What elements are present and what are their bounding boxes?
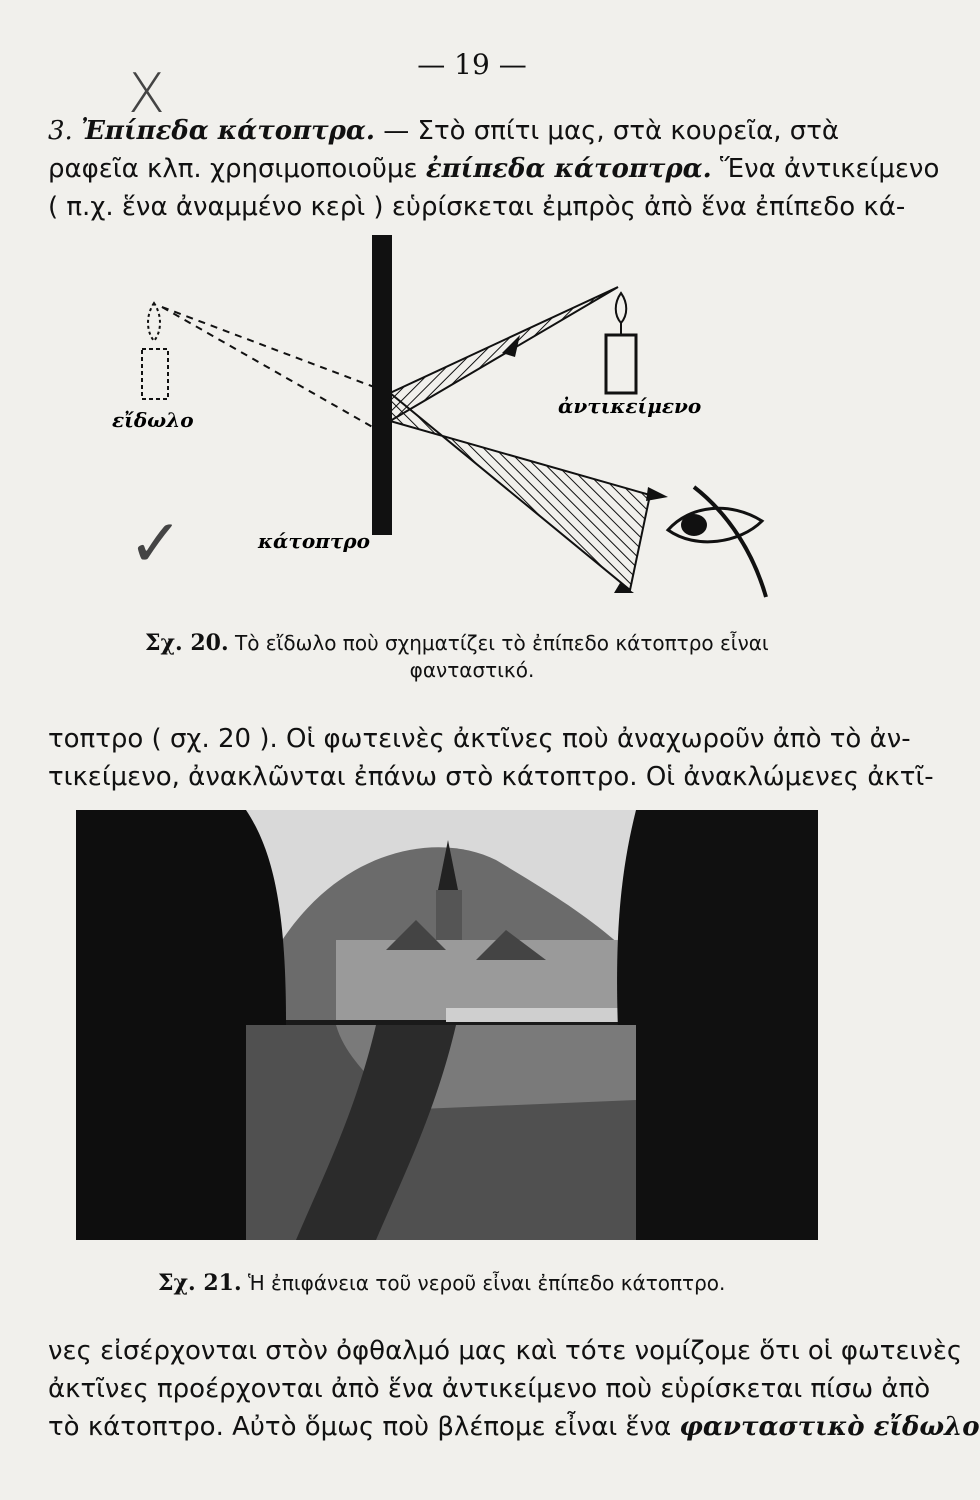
end-bold-term: φανταστικὸ εἴδωλο: [679, 1412, 980, 1442]
figure-21-caption: [158, 1270, 878, 1296]
label-image: εἴδωλο: [112, 408, 194, 432]
end-text-3: τὸ κάτοπτρο. Αὐτὸ ὅμως ποὺ βλέπομε εἶναι ἕνα: [48, 1412, 672, 1442]
mirror-bar: [372, 235, 392, 535]
end-line-1: νες εἰσέρχονται στὸν ὀφθαλμό μας καὶ τότε νομίζομε ὅτι οἱ φωτεινὲς: [48, 1336, 963, 1366]
figure-20-caption: [145, 630, 845, 656]
reflected-ray-beam: [390, 393, 650, 590]
handwritten-cross: X: [128, 62, 165, 125]
candle-flame: [616, 293, 627, 323]
intro-text-3: Ἕνα ἀντικείμενο: [719, 154, 940, 184]
right-trees: [617, 810, 818, 1240]
middle-line-2: τικείμενο, ἀνακλῶνται ἐπάνω στὸ κάτοπτρο. Οἱ ἀνακλώμενες ἀκτῖ-: [48, 762, 934, 792]
end-line-3: [48, 1408, 980, 1446]
end-paragraph: [48, 1332, 980, 1446]
section-title: Ἐπίπεδα κάτοπτρα.: [81, 116, 375, 146]
image-flame: [148, 303, 160, 341]
eye-pupil: [681, 514, 707, 536]
candle-body: [606, 335, 636, 393]
river-village-photo: [76, 810, 818, 1240]
intro-bold-term: ἐπίπεδα κάτοπτρα.: [425, 154, 712, 184]
figure-20-caption-cont: φανταστικό.: [409, 658, 535, 682]
intro-line-1: [48, 112, 898, 150]
intro-text-1: — Στὸ σπίτι μας, στὰ κουρεῖα, στὰ: [383, 116, 840, 146]
image-candle-body: [142, 349, 168, 399]
figure-20-diagram: [90, 225, 780, 625]
middle-line-1: τοπτρο ( σχ. 20 ). Οἱ φωτεινὲς ἀκτῖνες ποὺ ἀναχωροῦν ἀπὸ τὸ ἀν-: [48, 724, 911, 754]
virtual-ray-top: [162, 307, 390, 393]
intro-paragraph: [48, 112, 940, 226]
label-object: ἀντικείμενο: [558, 394, 702, 418]
figure-21-label: Σχ. 21.: [158, 1270, 242, 1296]
mirror-diagram: [90, 225, 780, 625]
reflected-arrow-top: [646, 487, 668, 501]
bridge: [446, 1008, 636, 1022]
handwritten-check: ✓: [128, 505, 184, 582]
intro-line-3: ( π.χ. ἕνα ἀναμμένο κερὶ ) εὑρίσκεται ἐμπρὸς ἀπὸ ἕνα ἐπίπεδο κά-: [48, 192, 906, 222]
figure-20-caption-line1: Τὸ εἴδωλο ποὺ σχηματίζει τὸ ἐπίπεδο κάτοπτρο εἶναι: [234, 631, 769, 655]
label-mirror: κάτοπτρο: [258, 529, 370, 553]
intro-line-2: [48, 150, 940, 188]
middle-paragraph: [48, 720, 934, 796]
page-number: — 19 —: [417, 48, 527, 81]
virtual-ray-bottom: [162, 307, 390, 437]
figure-21-caption-text: Ἡ ἐπιφάνεια τοῦ νεροῦ εἶναι ἐπίπεδο κάτοπτρο.: [247, 1271, 726, 1295]
section-number: 3.: [48, 116, 73, 146]
intro-text-2: ραφεῖα κλπ. χρησιμοποιοῦμε: [48, 154, 418, 184]
figure-21-photo: [76, 810, 818, 1240]
figure-20-label: Σχ. 20.: [145, 630, 229, 656]
end-line-2: ἀκτῖνες προέρχονται ἀπὸ ἕνα ἀντικείμενο ποὺ εὑρίσκεται πίσω ἀπὸ: [48, 1374, 931, 1404]
